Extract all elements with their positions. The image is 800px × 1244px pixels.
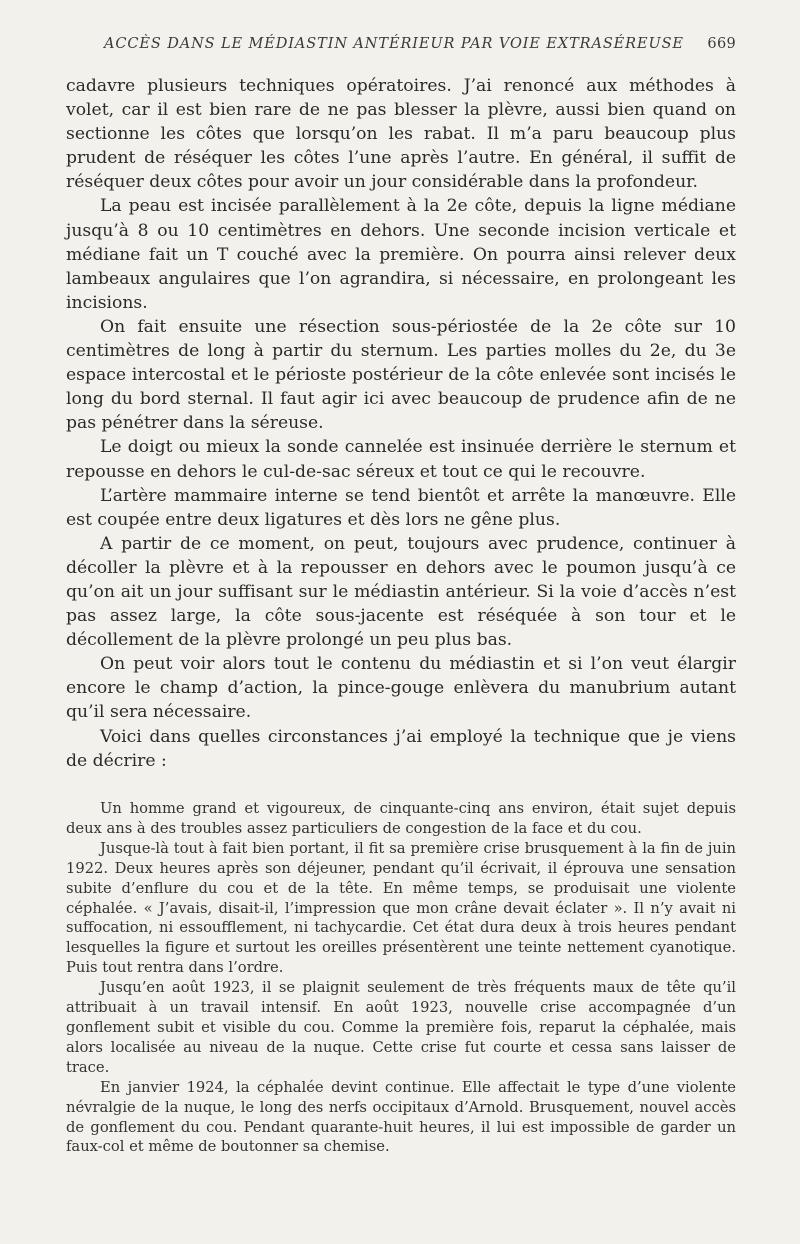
paragraph: L’artère mammaire interne se tend bientôt et arrête la manœuvre. Elle est coupée entre deux ligatures et dès lors ne gêne plus. bbox=[66, 485, 736, 530]
page-number: 669 bbox=[707, 36, 736, 52]
paragraph: cadavre plusieurs techniques opératoires. J’ai renoncé aux méthodes à volet, car il est bien rare de ne pas blesser la plèvre, aussi bien quand on sectionne les côtes que lorsqu’on les rabat. Il m’a paru beaucoup plus prudent de réséquer les côtes l’une après l’autre. En général, il suffit de réséquer deux côtes pour avoir un jour considérable dans la profondeur. bbox=[66, 76, 736, 193]
case-paragraph: En janvier 1924, la céphalée devint continue. Elle affectait le type d’une violente névralgie de la nuque, le long des nerfs occipitaux d’Arnold. Brusquement, nouvel accès de gonflement du cou. Pendant quarante-huit heures, il lui est impossible de garder un faux-col et même de boutonner sa chemise. bbox=[66, 1078, 736, 1156]
paragraph: A partir de ce moment, on peut, toujours avec prudence, continuer à décoller la plèvre et à la repousser en dehors avec le poumon jusqu’à ce qu’on ait un jour suffisant sur le médiastin antérieur. Si la voie d’accès n’est pas assez large, la côte sous-jacente est réséquée à son tour et le décollement de la plèvre prolongé un peu plus bas. bbox=[66, 533, 736, 651]
case-paragraph: Un homme grand et vigoureux, de cinquante-cinq ans environ, était sujet depuis deux ans à des troubles assez particuliers de congestion de la face et du cou. bbox=[66, 800, 736, 837]
paragraph: Le doigt ou mieux la sonde cannelée est insinuée derrière le sternum et repousse en dehors le cul-de-sac séreux et tout ce qui le recouvre. bbox=[66, 437, 736, 482]
running-header bbox=[66, 36, 736, 58]
case-report bbox=[66, 799, 736, 1157]
paragraph: On fait ensuite une résection sous-périostée de la 2e côte sur 10 centimètres de long à partir du sternum. Les parties molles du 2e, du 3e espace intercostal et le périoste postérieur de la côte enlevée sont incisés le long du bord sternal. Il faut agir ici avec beaucoup de prudence afin de ne pas pénétrer dans la séreuse. bbox=[66, 316, 736, 434]
paragraph: On peut voir alors tout le contenu du médiastin et si l’on veut élargir encore le champ d’action, la pince-gouge enlèvera du manubrium autant qu’il sera nécessaire. bbox=[66, 654, 736, 723]
running-title: ACCÈS DANS LE MÉDIASTIN ANTÉRIEUR PAR VOIE EXTRASÉREUSE bbox=[104, 36, 684, 52]
case-paragraph: Jusqu’en août 1923, il se plaignit seulement de très fréquents maux de tête qu’il attribuait à un travail intensif. En août 1923, nouvelle crise accompagnée d’un gonflement subit et visible du cou. Comme la première fois, reparut la céphalée, mais alors localisée au niveau de la nuque. Cette crise fut courte et cessa sans laisser de trace. bbox=[66, 979, 736, 1076]
paragraph: Voici dans quelles circonstances j’ai employé la technique que je viens de décrire : bbox=[66, 726, 736, 771]
case-paragraph: Jusque-là tout à fait bien portant, il fit sa première crise brusquement à la fin de juin 1922. Deux heures après son déjeuner, pendant qu’il écrivait, il éprouva une sensation subite d’enflure du cou et de la tête. En même temps, se produisait une violente céphalée. « J’avais, disait-il, l’impression que mon crâne devait éclater ». Il n’y avait ni suffocation, ni essoufflement, ni tachycardie. Cet état dura deux à trois heures pendant lesquelles la figure et surtout les oreilles présentèrent une teinte nettement cyanotique. Puis tout rentra dans l’ordre. bbox=[66, 839, 736, 977]
paragraph: La peau est incisée parallèlement à la 2e côte, depuis la ligne médiane jusqu’à 8 ou 10 centimètres en dehors. Une seconde incision verticale et médiane fait un T couché avec la première. On pourra ainsi relever deux lambeaux angulaires que l’on agrandira, si nécessaire, en prolongeant les incisions. bbox=[66, 196, 736, 313]
main-text bbox=[66, 74, 736, 773]
